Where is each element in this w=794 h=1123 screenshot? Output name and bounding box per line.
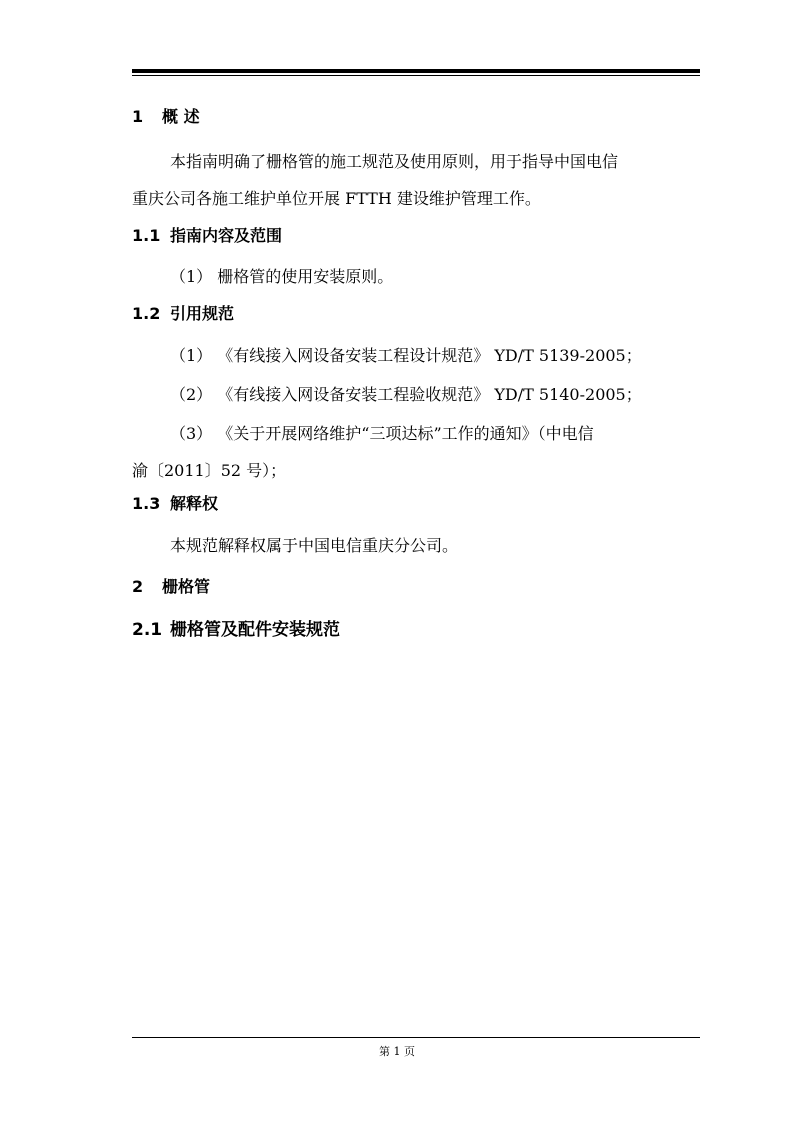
reference-item-3-line-1: （3） 《关于开展网络维护“三项达标”工作的通知》（中电信 (170, 424, 594, 443)
section-1-heading (132, 107, 200, 127)
section-title: 概 述 (162, 107, 200, 126)
header-rule-thin (132, 75, 700, 76)
reference-item-3-line-2: 渝〔2011〕52 号）； (132, 461, 287, 480)
page-number: 第 1 页 (379, 1045, 415, 1058)
section-2-heading (132, 577, 210, 597)
section-title: 栅格管及配件安装规范 (170, 620, 340, 640)
section-number: 2.1 (132, 620, 163, 640)
section-1-2-heading (132, 304, 234, 324)
section-2-1-heading (132, 620, 340, 640)
section-1-3-heading (132, 494, 218, 514)
header-rule-thick (132, 69, 700, 73)
section-title: 栅格管 (162, 577, 211, 596)
section-title: 引用规范 (170, 304, 235, 323)
footer-rule (132, 1037, 700, 1038)
section-title: 指南内容及范围 (170, 226, 283, 245)
section-1-body-line-2: 重庆公司各施工维护单位开展 FTTH 建设维护管理工作。 (132, 189, 541, 208)
section-number: 1 (132, 107, 144, 126)
section-1-1-item-1: （1） 栅格管的使用安装原则。 (170, 267, 394, 286)
section-1-3-body: 本规范解释权属于中国电信重庆分公司。 (170, 536, 459, 555)
reference-item-1: （1） 《有线接入网设备安装工程设计规范》 YD/T 5139-2005； (170, 346, 642, 365)
reference-item-2: （2） 《有线接入网设备安装工程验收规范》 YD/T 5140-2005； (170, 385, 642, 404)
section-title: 解释权 (170, 494, 219, 513)
header-rule (132, 69, 700, 76)
section-1-body-line-1: 本指南明确了栅格管的施工规范及使用原则，用于指导中国电信 (170, 152, 619, 171)
section-number: 1.3 (132, 494, 161, 513)
section-number: 1.2 (132, 304, 161, 323)
section-number: 1.1 (132, 226, 161, 245)
section-1-1-heading (132, 226, 282, 246)
section-number: 2 (132, 577, 144, 596)
